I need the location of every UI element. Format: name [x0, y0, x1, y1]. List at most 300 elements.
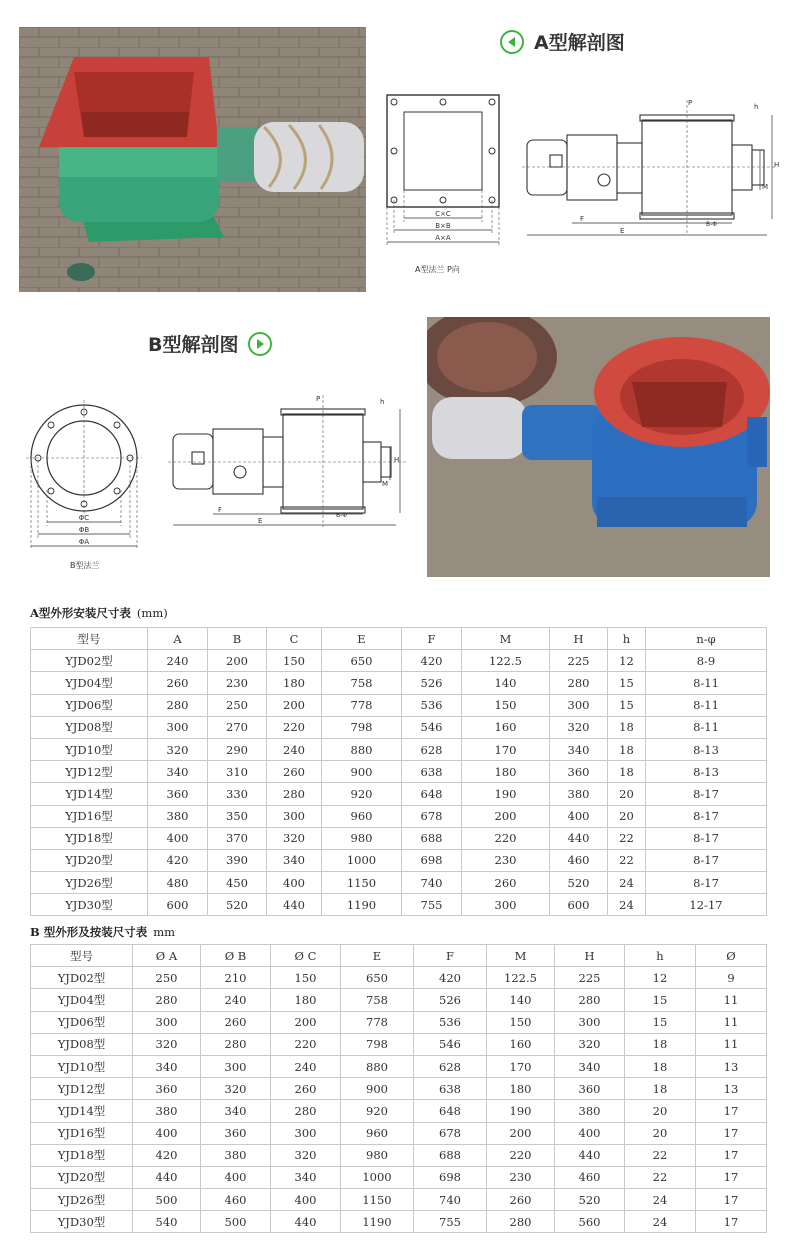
a-flange-caption: A型法兰 P向 — [415, 265, 460, 274]
table-cell: YJD02型 — [31, 650, 148, 672]
table-cell: 122.5 — [462, 650, 550, 672]
dim-b-small-h-label: h — [380, 398, 385, 406]
table-cell: 220 — [487, 1144, 555, 1166]
table-cell: 340 — [201, 1100, 271, 1122]
table-b-header-cell: Ø A — [133, 945, 201, 967]
table-cell: 798 — [322, 716, 402, 738]
table-cell: 9 — [696, 967, 767, 989]
table-cell: 24 — [608, 894, 646, 916]
table-cell: 758 — [322, 672, 402, 694]
table-row — [31, 761, 767, 783]
table-cell: 17 — [696, 1100, 767, 1122]
table-cell: YJD08型 — [31, 1033, 133, 1055]
table-row — [31, 989, 767, 1011]
table-cell: 8-13 — [646, 738, 767, 760]
table-cell: 170 — [462, 738, 550, 760]
table-cell: 360 — [550, 761, 608, 783]
dim-m-label: M — [762, 183, 769, 191]
table-cell: 360 — [133, 1078, 201, 1100]
table-cell: 280 — [133, 989, 201, 1011]
table-cell: YJD20型 — [31, 849, 148, 871]
table-cell: 440 — [267, 894, 322, 916]
table-cell: 320 — [267, 827, 322, 849]
table-cell: 340 — [555, 1055, 625, 1077]
table-cell: 638 — [414, 1078, 487, 1100]
table-cell: 360 — [201, 1122, 271, 1144]
b-flange-caption: B型法兰 — [70, 561, 100, 570]
table-cell: 480 — [148, 872, 208, 894]
table-cell: 22 — [625, 1144, 696, 1166]
table-row — [31, 1100, 767, 1122]
table-row — [31, 716, 767, 738]
table-cell: 12 — [608, 650, 646, 672]
table-cell: 400 — [133, 1122, 201, 1144]
table-cell: 698 — [402, 849, 462, 871]
table-cell: 380 — [201, 1144, 271, 1166]
table-cell: 260 — [148, 672, 208, 694]
table-cell: 290 — [208, 738, 267, 760]
table-cell: 24 — [625, 1211, 696, 1233]
table-row — [31, 1122, 767, 1144]
table-cell: 150 — [267, 650, 322, 672]
table-cell: 18 — [608, 738, 646, 760]
table-cell: 180 — [271, 989, 341, 1011]
table-cell: 400 — [201, 1166, 271, 1188]
table-a-header-cell: M — [462, 628, 550, 650]
table-cell: 755 — [402, 894, 462, 916]
table-cell: 678 — [414, 1122, 487, 1144]
dim-h-label: H — [774, 161, 780, 169]
table-cell: 200 — [267, 694, 322, 716]
table-cell: 230 — [462, 849, 550, 871]
table-cell: 220 — [462, 827, 550, 849]
table-cell: 17 — [696, 1166, 767, 1188]
table-cell: 8-9 — [646, 650, 767, 672]
table-cell: 520 — [555, 1189, 625, 1211]
table-cell: YJD04型 — [31, 989, 133, 1011]
table-cell: 12-17 — [646, 894, 767, 916]
table-cell: 740 — [414, 1189, 487, 1211]
table-cell: 320 — [555, 1033, 625, 1055]
dim-b-bphi-label: B-Φ — [336, 512, 348, 519]
table-cell: 150 — [487, 1011, 555, 1033]
table-row — [31, 849, 767, 871]
table-cell: 250 — [133, 967, 201, 989]
table-cell: YJD06型 — [31, 694, 148, 716]
table-cell: 536 — [414, 1011, 487, 1033]
table-cell: 980 — [341, 1144, 414, 1166]
table-b-header-cell: 型号 — [31, 945, 133, 967]
table-a-title-text: A型外形安装尺寸表 — [30, 606, 131, 620]
table-cell: 18 — [625, 1033, 696, 1055]
table-cell: 340 — [267, 849, 322, 871]
table-b-header-cell: Ø B — [201, 945, 271, 967]
table-row — [31, 1033, 767, 1055]
table-cell: YJD14型 — [31, 1100, 133, 1122]
table-cell: 13 — [696, 1078, 767, 1100]
table-cell: 11 — [696, 1011, 767, 1033]
table-cell: 546 — [402, 716, 462, 738]
table-cell: 1150 — [322, 872, 402, 894]
table-cell: 300 — [201, 1055, 271, 1077]
table-cell: 500 — [201, 1211, 271, 1233]
product-photo-b — [427, 317, 770, 577]
table-cell: 280 — [148, 694, 208, 716]
table-cell: 22 — [625, 1166, 696, 1188]
table-a-title — [30, 605, 168, 621]
table-cell: 300 — [555, 1011, 625, 1033]
table-cell: 300 — [462, 894, 550, 916]
table-cell: 778 — [322, 694, 402, 716]
table-cell: 678 — [402, 805, 462, 827]
table-row — [31, 1166, 767, 1188]
dim-bphi-label: B-Φ — [706, 221, 718, 228]
arrow-right-icon — [248, 332, 272, 356]
table-cell: 18 — [608, 716, 646, 738]
table-cell: 320 — [550, 716, 608, 738]
table-cell: 300 — [133, 1011, 201, 1033]
dim-oa-label: ΦA — [78, 538, 90, 546]
table-cell: 11 — [696, 1033, 767, 1055]
table-row — [31, 1055, 767, 1077]
table-cell: 22 — [608, 827, 646, 849]
table-cell: 310 — [208, 761, 267, 783]
table-cell: 560 — [555, 1211, 625, 1233]
table-cell: 648 — [414, 1100, 487, 1122]
table-cell: 18 — [608, 761, 646, 783]
table-cell: YJD20型 — [31, 1166, 133, 1188]
table-cell: 758 — [341, 989, 414, 1011]
table-cell: 8-17 — [646, 783, 767, 805]
table-cell: 440 — [271, 1211, 341, 1233]
table-cell: 600 — [550, 894, 608, 916]
dim-aa-label: A×A — [435, 234, 451, 242]
table-cell: 240 — [267, 738, 322, 760]
table-b-unit: mm — [153, 925, 176, 939]
table-cell: YJD18型 — [31, 827, 148, 849]
table-cell: 280 — [267, 783, 322, 805]
table-cell: 526 — [402, 672, 462, 694]
table-cell: 20 — [608, 805, 646, 827]
table-cell: 225 — [555, 967, 625, 989]
table-cell: 170 — [487, 1055, 555, 1077]
table-cell: 12 — [625, 967, 696, 989]
table-cell: 320 — [271, 1144, 341, 1166]
table-cell: 440 — [550, 827, 608, 849]
table-a-header-cell: E — [322, 628, 402, 650]
a-side-diagram — [522, 95, 780, 245]
table-cell: YJD12型 — [31, 1078, 133, 1100]
dim-b-m-label: M — [382, 480, 389, 488]
dim-oc-label: ΦC — [78, 514, 90, 522]
table-cell: 960 — [341, 1122, 414, 1144]
table-b-header-cell: M — [487, 945, 555, 967]
table-cell: 320 — [133, 1033, 201, 1055]
section-a-heading — [500, 28, 625, 55]
table-row — [31, 805, 767, 827]
section-b-heading — [148, 330, 272, 357]
table-a-header-row — [31, 628, 767, 650]
table-cell: 280 — [487, 1211, 555, 1233]
table-cell: 24 — [625, 1189, 696, 1211]
table-cell: 1150 — [341, 1189, 414, 1211]
table-a-header-cell: n-φ — [646, 628, 767, 650]
table-cell: 450 — [208, 872, 267, 894]
table-cell: 340 — [550, 738, 608, 760]
table-cell: YJD10型 — [31, 1055, 133, 1077]
table-cell: 17 — [696, 1144, 767, 1166]
section-b-title: B型解剖图 — [148, 334, 239, 356]
table-cell: 15 — [625, 989, 696, 1011]
table-cell: 960 — [322, 805, 402, 827]
table-cell: 190 — [462, 783, 550, 805]
table-cell: 628 — [414, 1055, 487, 1077]
table-cell: 360 — [148, 783, 208, 805]
table-cell: 220 — [271, 1033, 341, 1055]
table-b-header-cell: Ø C — [271, 945, 341, 967]
table-cell: 320 — [148, 738, 208, 760]
table-cell: 200 — [271, 1011, 341, 1033]
table-cell: 180 — [487, 1078, 555, 1100]
table-cell: 600 — [148, 894, 208, 916]
table-cell: 200 — [462, 805, 550, 827]
dim-f-label: F — [580, 215, 585, 223]
table-cell: 650 — [341, 967, 414, 989]
table-a-header-cell: F — [402, 628, 462, 650]
table-cell: 300 — [148, 716, 208, 738]
table-cell: 17 — [696, 1189, 767, 1211]
table-cell: 650 — [322, 650, 402, 672]
table-cell: 400 — [267, 872, 322, 894]
table-row — [31, 738, 767, 760]
dim-b-h-label: H — [394, 456, 400, 464]
table-cell: 280 — [271, 1100, 341, 1122]
table-cell: YJD08型 — [31, 716, 148, 738]
table-row — [31, 694, 767, 716]
table-cell: 210 — [201, 967, 271, 989]
dim-p-label: P — [688, 99, 693, 107]
table-row — [31, 1144, 767, 1166]
table-cell: 628 — [402, 738, 462, 760]
table-row — [31, 1078, 767, 1100]
table-cell: 20 — [608, 783, 646, 805]
table-cell: 920 — [341, 1100, 414, 1122]
table-cell: 8-17 — [646, 827, 767, 849]
table-cell: 320 — [201, 1078, 271, 1100]
table-cell: 190 — [487, 1100, 555, 1122]
table-cell: 240 — [148, 650, 208, 672]
table-cell: 880 — [341, 1055, 414, 1077]
table-a-header-cell: A — [148, 628, 208, 650]
table-cell: 778 — [341, 1011, 414, 1033]
table-cell: 15 — [608, 694, 646, 716]
table-cell: YJD14型 — [31, 783, 148, 805]
table-cell: 420 — [133, 1144, 201, 1166]
table-cell: 420 — [148, 849, 208, 871]
dim-bb-label: B×B — [435, 222, 451, 230]
table-cell: YJD18型 — [31, 1144, 133, 1166]
table-cell: 250 — [208, 694, 267, 716]
table-cell: 880 — [322, 738, 402, 760]
table-cell: 370 — [208, 827, 267, 849]
table-cell: 24 — [608, 872, 646, 894]
table-cell: 460 — [550, 849, 608, 871]
table-cell: 160 — [462, 716, 550, 738]
table-cell: 150 — [271, 967, 341, 989]
table-cell: YJD10型 — [31, 738, 148, 760]
table-cell: 240 — [271, 1055, 341, 1077]
table-cell: 440 — [133, 1166, 201, 1188]
a-flange-diagram — [382, 90, 502, 260]
table-cell: YJD30型 — [31, 1211, 133, 1233]
table-cell: 340 — [148, 761, 208, 783]
table-cell: 1000 — [322, 849, 402, 871]
arrow-left-icon — [500, 30, 524, 54]
b-flange-diagram — [26, 400, 146, 565]
table-cell: 260 — [267, 761, 322, 783]
table-cell: YJD04型 — [31, 672, 148, 694]
product-photo-a — [19, 27, 366, 292]
table-cell: 688 — [414, 1144, 487, 1166]
dim-b-p-label: P — [316, 395, 321, 403]
table-cell: 17 — [696, 1211, 767, 1233]
table-cell: 740 — [402, 872, 462, 894]
dim-e-label: E — [620, 227, 625, 235]
table-row — [31, 894, 767, 916]
table-cell: 798 — [341, 1033, 414, 1055]
dim-ob-label: ΦB — [78, 526, 90, 534]
table-row — [31, 872, 767, 894]
table-cell: 13 — [696, 1055, 767, 1077]
table-cell: 648 — [402, 783, 462, 805]
table-cell: 230 — [208, 672, 267, 694]
table-b-title-text: B 型外形及按装尺寸表 — [30, 925, 148, 939]
table-cell: 900 — [322, 761, 402, 783]
table-row — [31, 650, 767, 672]
table-cell: 15 — [625, 1011, 696, 1033]
table-a-unit: (mm) — [136, 606, 168, 620]
table-cell: 8-17 — [646, 872, 767, 894]
table-row — [31, 672, 767, 694]
table-cell: 280 — [201, 1033, 271, 1055]
table-cell: 380 — [148, 805, 208, 827]
table-cell: 225 — [550, 650, 608, 672]
table-cell: 1000 — [341, 1166, 414, 1188]
table-cell: 18 — [625, 1078, 696, 1100]
table-row — [31, 1211, 767, 1233]
table-cell: 280 — [555, 989, 625, 1011]
table-cell: 380 — [555, 1100, 625, 1122]
table-cell: 440 — [555, 1144, 625, 1166]
section-a-title: A型解剖图 — [534, 32, 625, 54]
table-cell: 20 — [625, 1100, 696, 1122]
table-cell: 17 — [696, 1122, 767, 1144]
table-cell: 260 — [487, 1189, 555, 1211]
table-cell: 300 — [267, 805, 322, 827]
table-cell: 260 — [271, 1078, 341, 1100]
table-cell: YJD16型 — [31, 1122, 133, 1144]
table-cell: YJD16型 — [31, 805, 148, 827]
table-cell: 350 — [208, 805, 267, 827]
table-cell: 200 — [487, 1122, 555, 1144]
table-b-header-cell: F — [414, 945, 487, 967]
table-cell: 20 — [625, 1122, 696, 1144]
table-b-header-row — [31, 945, 767, 967]
table-a-header-cell: B — [208, 628, 267, 650]
table-cell: 150 — [462, 694, 550, 716]
table-cell: 180 — [267, 672, 322, 694]
table-cell: 400 — [555, 1122, 625, 1144]
table-cell: 140 — [487, 989, 555, 1011]
table-row — [31, 827, 767, 849]
table-cell: 900 — [341, 1078, 414, 1100]
table-row — [31, 1189, 767, 1211]
table-b-header-cell: Ø — [696, 945, 767, 967]
table-cell: YJD02型 — [31, 967, 133, 989]
table-cell: 8-11 — [646, 672, 767, 694]
table-cell: 18 — [625, 1055, 696, 1077]
table-cell: 390 — [208, 849, 267, 871]
dim-small-h-label: h — [754, 103, 759, 111]
table-cell: 270 — [208, 716, 267, 738]
table-row — [31, 1011, 767, 1033]
b-side-diagram — [168, 392, 408, 537]
table-cell: YJD30型 — [31, 894, 148, 916]
table-cell: 460 — [201, 1189, 271, 1211]
table-cell: 300 — [550, 694, 608, 716]
table-a — [30, 627, 767, 916]
table-cell: 920 — [322, 783, 402, 805]
table-b-header-cell: E — [341, 945, 414, 967]
table-a-header-cell: H — [550, 628, 608, 650]
table-cell: 8-11 — [646, 716, 767, 738]
table-cell: 11 — [696, 989, 767, 1011]
table-cell: 380 — [133, 1100, 201, 1122]
table-cell: 688 — [402, 827, 462, 849]
table-cell: 260 — [201, 1011, 271, 1033]
table-cell: 638 — [402, 761, 462, 783]
table-cell: 300 — [271, 1122, 341, 1144]
table-cell: 400 — [550, 805, 608, 827]
table-cell: 420 — [414, 967, 487, 989]
table-b-title — [30, 924, 175, 940]
table-cell: 526 — [414, 989, 487, 1011]
table-cell: 380 — [550, 783, 608, 805]
table-b-header-cell: h — [625, 945, 696, 967]
table-cell: 8-13 — [646, 761, 767, 783]
table-cell: 420 — [402, 650, 462, 672]
table-cell: 140 — [462, 672, 550, 694]
table-cell: 546 — [414, 1033, 487, 1055]
table-a-header-cell: C — [267, 628, 322, 650]
table-cell: 280 — [550, 672, 608, 694]
table-cell: 460 — [555, 1166, 625, 1188]
table-cell: 540 — [133, 1211, 201, 1233]
table-cell: 340 — [133, 1055, 201, 1077]
table-cell: 755 — [414, 1211, 487, 1233]
table-b-header-cell: H — [555, 945, 625, 967]
table-cell: 520 — [550, 872, 608, 894]
table-cell: 200 — [208, 650, 267, 672]
dim-b-f-label: F — [218, 506, 223, 514]
table-cell: 1190 — [322, 894, 402, 916]
table-cell: YJD26型 — [31, 1189, 133, 1211]
table-cell: 360 — [555, 1078, 625, 1100]
table-cell: 8-17 — [646, 805, 767, 827]
table-cell: 22 — [608, 849, 646, 871]
table-cell: 698 — [414, 1166, 487, 1188]
table-a-header-cell: h — [608, 628, 646, 650]
